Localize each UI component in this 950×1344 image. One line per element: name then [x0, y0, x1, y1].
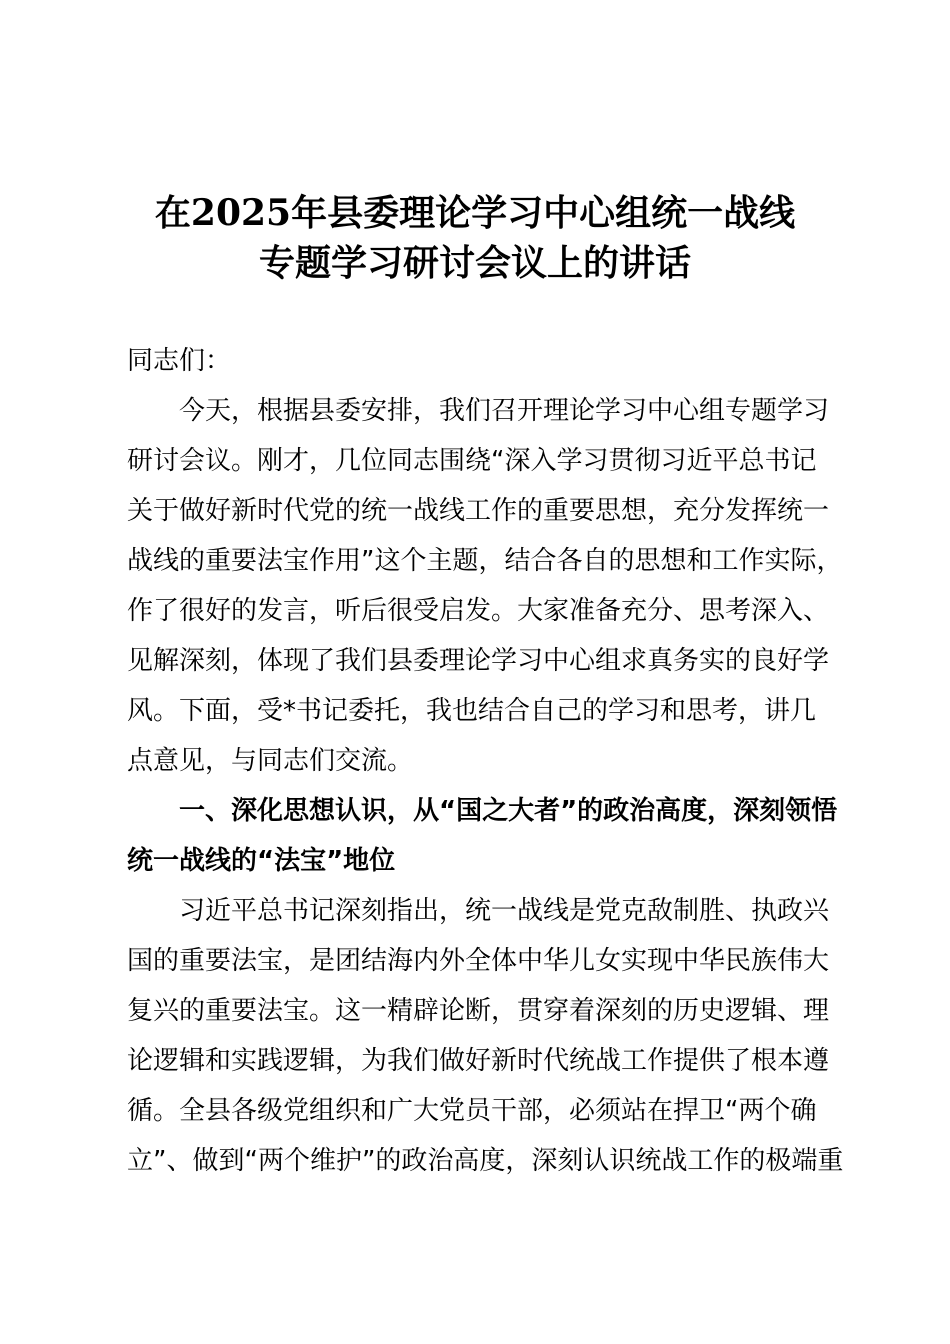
- paragraph-line: 立”、做到“两个维护”的政治高度，深刻认识统战工作的极端重: [127, 1146, 844, 1176]
- paragraph-line: 关于做好新时代党的统一战线工作的重要思想，充分发挥统一: [127, 496, 830, 526]
- paragraph-line: 点意见，与同志们交流。: [127, 746, 414, 776]
- paragraph-line: 战线的重要法宝作用”这个主题，结合各自的思想和工作实际，: [127, 546, 843, 576]
- paragraph-line: 循。全县各级党组织和广大党员干部，必须站在捍卫“两个确: [127, 1096, 817, 1126]
- salutation: 同志们：: [127, 346, 232, 376]
- paragraph-line: 作了很好的发言，听后很受启发。大家准备充分、思考深入、: [127, 596, 830, 626]
- paragraph-line: 见解深刻，体现了我们县委理论学习中心组求真务实的良好学: [127, 646, 830, 676]
- document-title-line-1: 在2025年县委理论学习中心组统一战线: [154, 192, 796, 234]
- paragraph-line: 复兴的重要法宝。这一精辟论断，贯穿着深刻的历史逻辑、理: [127, 996, 830, 1026]
- paragraph-line: 风。下面，受*书记委托，我也结合自己的学习和思考，讲几: [127, 696, 817, 726]
- section-heading-line-1: 一、深化思想认识，从“国之大者”的政治高度，深刻领悟: [179, 796, 838, 826]
- paragraph-line: 国的重要法宝，是团结海内外全体中华儿女实现中华民族伟大: [127, 946, 830, 976]
- section-heading-line-2: 统一战线的“法宝”地位: [127, 846, 396, 876]
- paragraph-line: 习近平总书记深刻指出，统一战线是党克敌制胜、执政兴: [179, 896, 830, 926]
- paragraph-line: 今天，根据县委安排，我们召开理论学习中心组专题学习: [179, 396, 830, 426]
- paragraph-line: 论逻辑和实践逻辑，为我们做好新时代统战工作提供了根本遵: [127, 1046, 830, 1076]
- document-title-line-2: 专题学习研讨会议上的讲话: [258, 242, 691, 284]
- paragraph-line: 研讨会议。刚才，几位同志围绕“深入学习贯彻习近平总书记: [127, 446, 817, 476]
